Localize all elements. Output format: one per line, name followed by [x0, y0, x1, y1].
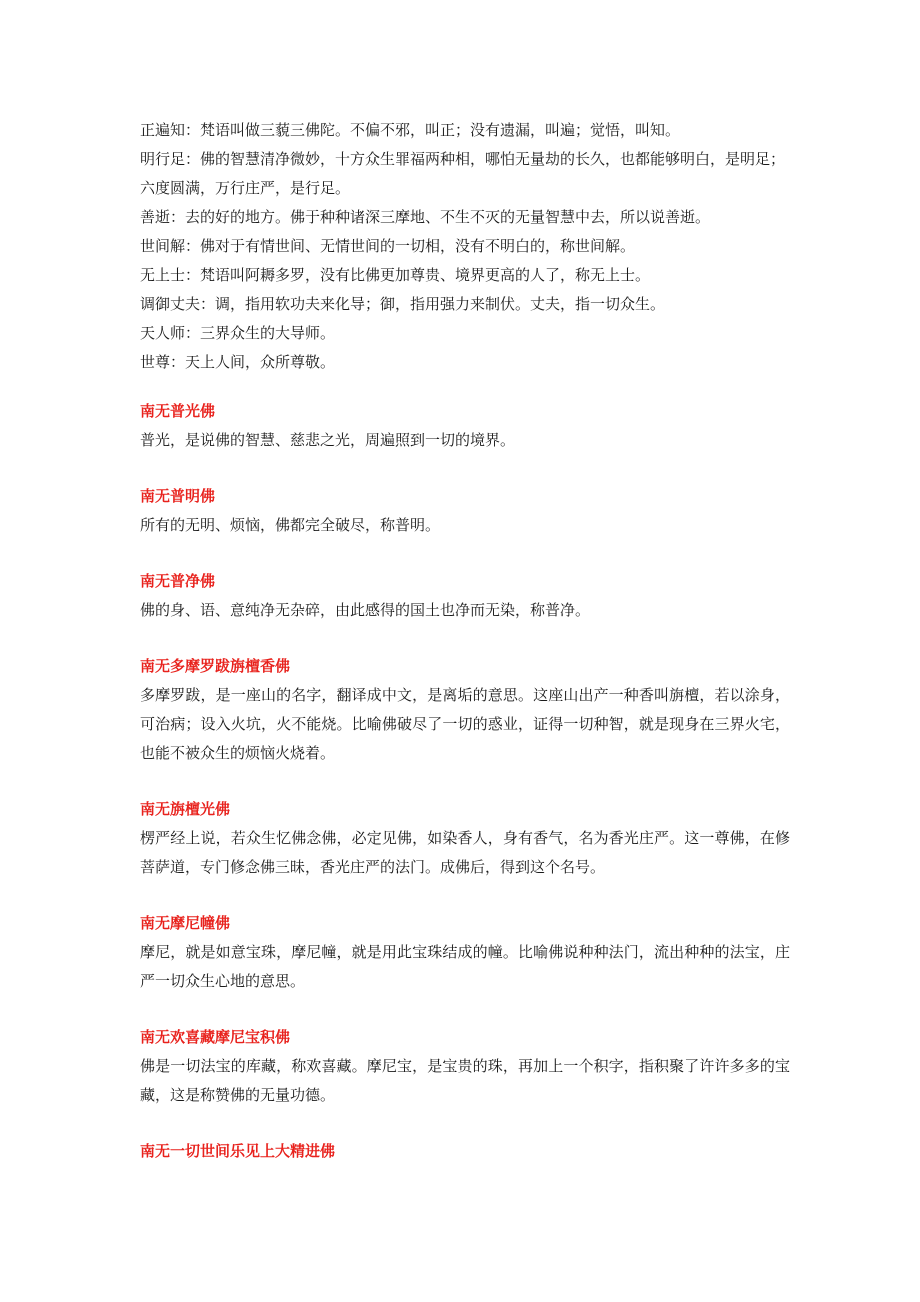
buddha-section: [140, 652, 790, 768]
epithet-item: 天人师：三界众生的大导师。: [140, 324, 336, 342]
section-heading: 南无旃檀光佛: [140, 800, 231, 818]
epithet-item: 无上士：梵语叫阿耨多罗，没有比佛更加尊贵、境界更高的人了，称无上士。: [140, 266, 651, 284]
buddha-section: [140, 909, 790, 996]
section-body: 多摩罗跋，是一座山的名字，翻译成中文，是离垢的意思。这座山出产一种香叫旃檀，若以涂身，可治病；设入火坑，火不能烧。比喻佛破尽了一切的惑业，证得一切种智，就是现身在三界火宅，也能不被众生的烦恼火烧着。: [140, 686, 790, 762]
section-heading: 南无摩尼幢佛: [140, 914, 231, 932]
section-body: 所有的无明、烦恼，佛都完全破尽，称普明。: [140, 516, 441, 534]
section-body: 摩尼，就是如意宝珠，摩尼幢，就是用此宝珠结成的幢。比喻佛说种种法门，流出种种的法宝，庄严一切众生心地的意思。: [140, 943, 790, 990]
epithet-list: [140, 116, 790, 377]
section-heading: 南无普光佛: [140, 402, 216, 420]
buddha-section: [140, 482, 790, 540]
section-body: 楞严经上说，若众生忆佛念佛，必定见佛，如染香人，身有香气，名为香光庄严。这一尊佛，在修菩萨道，专门修念佛三昧，香光庄严的法门。成佛后，得到这个名号。: [140, 829, 790, 876]
buddha-section: [140, 1137, 790, 1166]
section-body: 佛是一切法宝的库藏，称欢喜藏。摩尼宝，是宝贵的珠，再加上一个积字，指积聚了许许多多的宝藏，这是称赞佛的无量功德。: [140, 1057, 790, 1104]
buddha-section: [140, 1023, 790, 1110]
buddha-section: [140, 795, 790, 882]
epithet-item: 善逝：去的好的地方。佛于种种诸深三摩地、不生不灭的无量智慧中去，所以说善逝。: [140, 208, 711, 226]
epithet-item: 明行足：佛的智慧清净微妙，十方众生罪福两种相，哪怕无量劫的长久，也都能够明白，是明足；六度圆满，万行庄严，是行足。: [140, 150, 786, 197]
section-body: 佛的身、语、意纯净无杂碎，由此感得的国土也净而无染，称普净。: [140, 601, 591, 619]
section-heading: 南无欢喜藏摩尼宝积佛: [140, 1028, 291, 1046]
epithet-item: 调御丈夫：调，指用软功夫来化导；御，指用强力来制伏。丈夫，指一切众生。: [140, 295, 666, 313]
section-body: 普光，是说佛的智慧、慈悲之光，周遍照到一切的境界。: [140, 431, 516, 449]
epithet-item: 世间解：佛对于有情世间、无情世间的一切相，没有不明白的，称世间解。: [140, 237, 636, 255]
buddha-section: [140, 567, 790, 625]
section-heading: 南无普净佛: [140, 572, 216, 590]
section-heading: 南无多摩罗跋旃檀香佛: [140, 657, 291, 675]
section-heading: 南无普明佛: [140, 487, 216, 505]
epithet-item: 世尊：天上人间，众所尊敬。: [140, 353, 336, 371]
buddha-section: [140, 397, 790, 455]
section-heading: 南无一切世间乐见上大精进佛: [140, 1142, 336, 1160]
document-page: [140, 116, 790, 1166]
epithet-item: 正遍知：梵语叫做三藐三佛陀。不偏不邪，叫正；没有遗漏，叫遍；觉悟，叫知。: [140, 121, 681, 139]
